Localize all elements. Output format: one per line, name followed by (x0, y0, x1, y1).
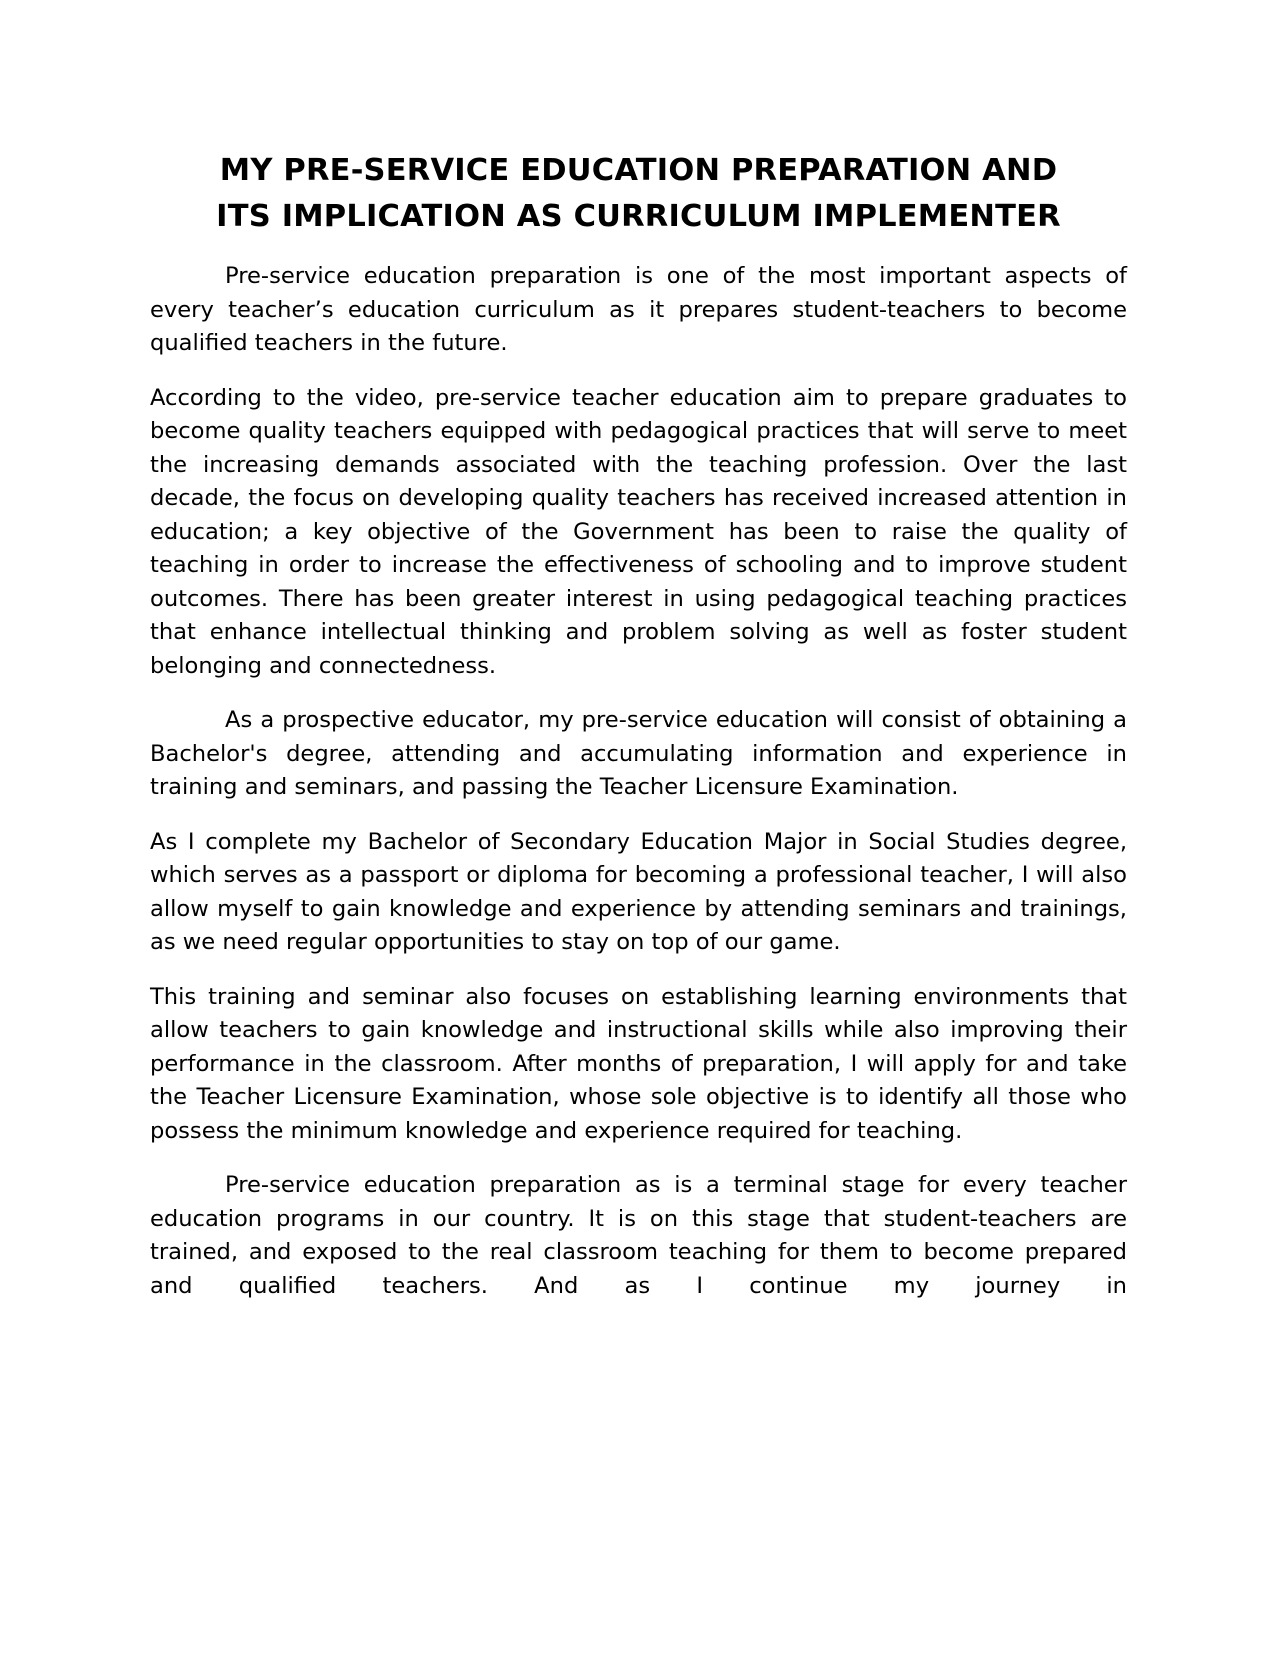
title-line-1: MY PRE-SERVICE EDUCATION PREPARATION AND (219, 153, 1058, 188)
paragraph-training-seminar: This training and seminar also focuses on establishing learning environments that allow teachers to gain knowledge and instructional skills while also improving their performance in the classroom. After months of preparation, I will apply for and take the Teacher Licensure Examination, whose sole objective is to identify all those who possess the minimum knowledge and experience required for teaching. (150, 983, 1127, 1144)
paragraph-bachelor-degree: As I complete my Bachelor of Secondary Education Major in Social Studies degree, which serves as a passport or diploma for becoming a professional teacher, I will also allow myself to gain knowledge and experience by attending seminars and trainings, as we need regular opportunities to stay on top of our game. (150, 828, 1127, 955)
title-line-2: ITS IMPLICATION AS CURRICULUM IMPLEMENTER (216, 199, 1061, 234)
document-title (150, 148, 1127, 240)
paragraph-terminal-stage: Pre-service education preparation as is a terminal stage for every teacher education programs in our country. It is on this stage that student-teachers are trained, and exposed to the real classroom teaching for them to become prepared and qualified teachers. And as I continue my journey in (150, 1172, 1127, 1299)
paragraph-video-summary: According to the video, pre-service teacher education aim to prepare graduates to become quality teachers equipped with pedagogical practices that will serve to meet the increasing demands associated with the teaching profession. Over the last decade, the focus on developing quality teachers has received increased attention in education; a key objective of the Government has been to raise the quality of teaching in order to increase the effectiveness of schooling and to improve student outcomes. There has been greater interest in using pedagogical teaching practices that enhance intellectual thinking and problem solving as well as foster student belonging and connectedness. (150, 384, 1127, 679)
paragraph-intro: Pre-service education preparation is one of the most important aspects of every teacher’s education curriculum as it prepares student-teachers to become qualified teachers in the future. (150, 263, 1127, 356)
paragraph-prospective-educator: As a prospective educator, my pre-service education will consist of obtaining a Bachelor's degree, attending and accumulating information and experience in training and seminars, and passing the Teacher Licensure Examination. (150, 707, 1127, 800)
document-page (150, 148, 1127, 1324)
